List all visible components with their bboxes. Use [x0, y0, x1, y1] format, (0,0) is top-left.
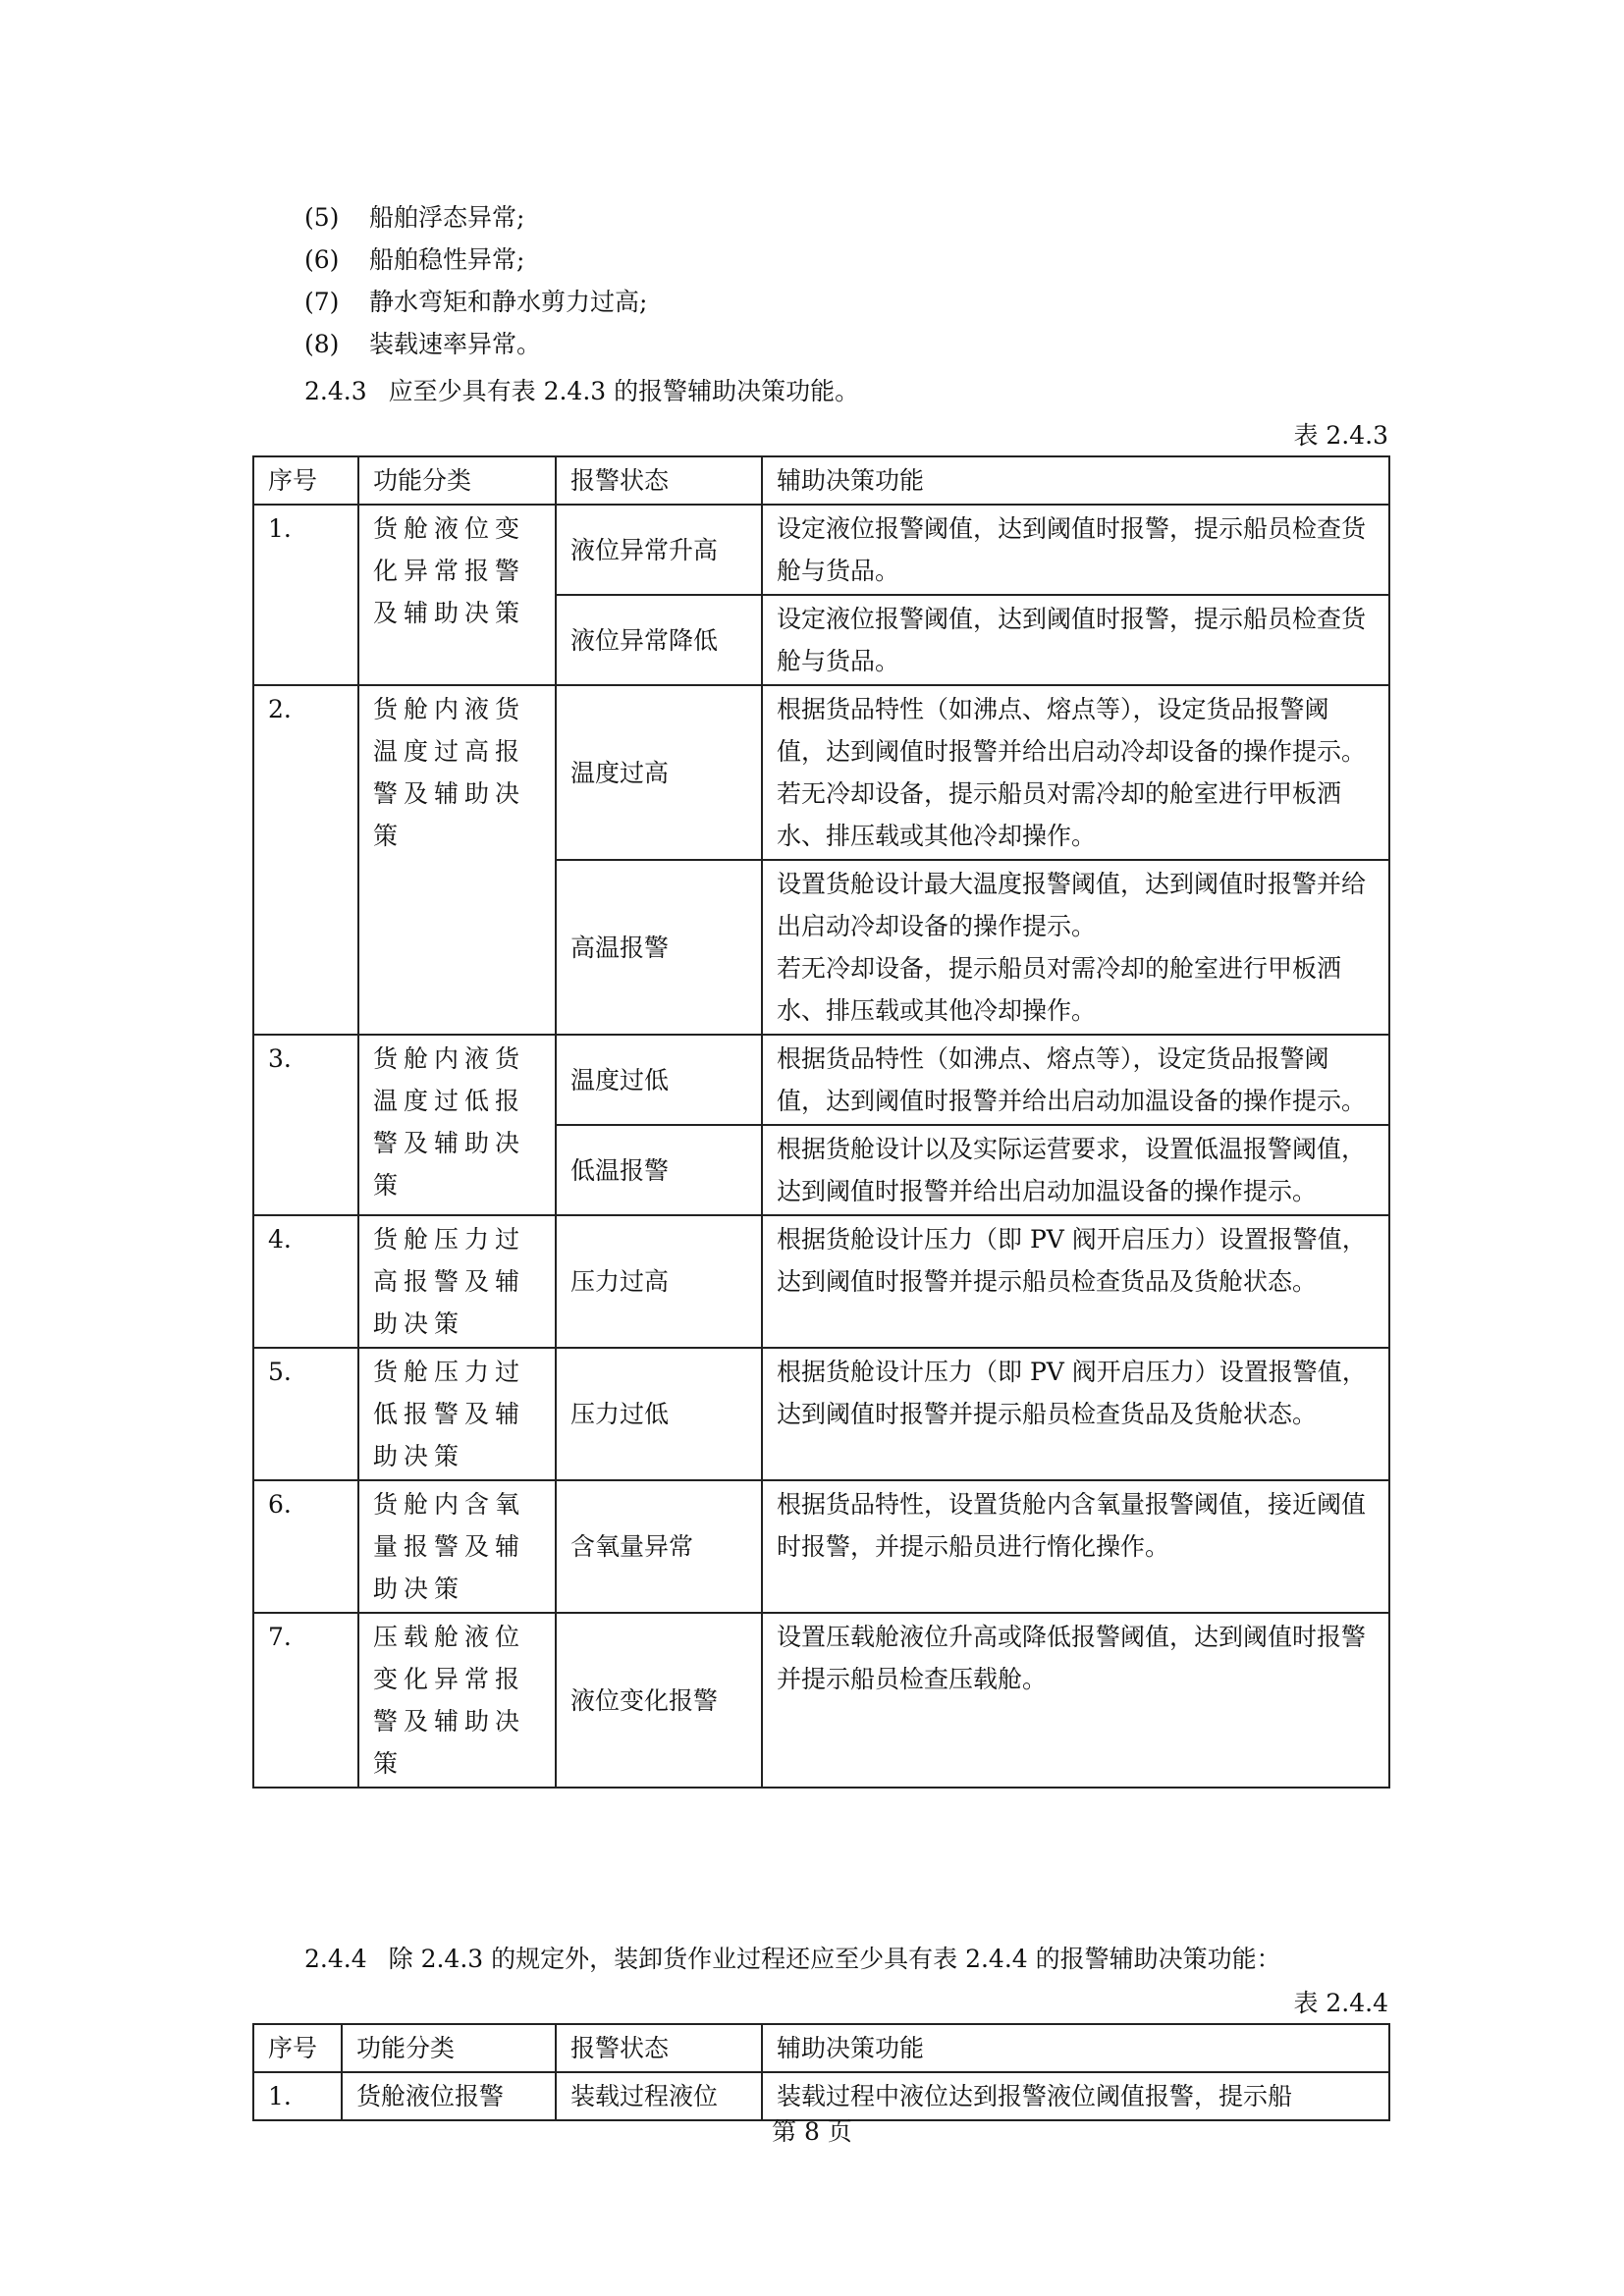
- list-item: [304, 281, 647, 323]
- list-item-text: 船舶稳性异常;: [369, 245, 525, 274]
- table-caption: 表 2.4.3: [1293, 421, 1388, 450]
- category-cell: 货舱液位报警: [342, 2072, 556, 2120]
- clause-2-4-4: [304, 1940, 1281, 1975]
- table-row: [253, 1035, 1389, 1125]
- alarm-state-cell: 压力过高: [556, 1215, 762, 1348]
- list-item-text: 船舶浮态异常;: [369, 203, 525, 232]
- table-header-row: [253, 2024, 1389, 2072]
- category-cell: 货舱内含氧量报警及辅助决策: [358, 1480, 556, 1613]
- list-item-number: (6): [304, 245, 340, 274]
- decision-text: 根据货舱设计压力（即 PV 阀开启压力）设置报警值，达到阈值时报警并提示船员检查货品及货舱状态。: [777, 1358, 1367, 1428]
- alarm-state-cell: 高温报警: [556, 860, 762, 1035]
- alarm-state-cell: 温度过高: [556, 685, 762, 860]
- decision-cell: [762, 1215, 1389, 1348]
- decision-text: 根据货品特性，设置货舱内含氧量报警阈值，接近阈值时报警，并提示船员进行惰化操作。: [777, 1490, 1367, 1561]
- decision-text: 根据货品特性（如沸点、熔点等），设定货品报警阈值，达到阈值时报警并给出启动冷却设备的操作提示。: [777, 695, 1367, 766]
- seq-cell: 1.: [253, 505, 358, 685]
- alarm-state-cell: 液位异常降低: [556, 595, 762, 685]
- list-item: [304, 196, 647, 239]
- decision-cell: [762, 1035, 1389, 1125]
- category-cell: 货舱液位变化异常报警及辅助决策: [358, 505, 556, 685]
- header-seq: 序号: [253, 2024, 342, 2072]
- decision-text: 设定液位报警阈值，达到阈值时报警，提示船员检查货舱与货品。: [777, 514, 1367, 585]
- clause-number: 2.4.4: [304, 1945, 367, 1973]
- decision-cell: [762, 505, 1389, 595]
- clause-text: 除 2.4.3 的规定外，装卸货作业过程还应至少具有表 2.4.4 的报警辅助决策功能：: [388, 1945, 1281, 1973]
- alarm-state-cell: 温度过低: [556, 1035, 762, 1125]
- header-alarm-state: 报警状态: [556, 2024, 762, 2072]
- list-item: [304, 239, 647, 281]
- list-item: [304, 323, 647, 365]
- alarm-decision-table-2-4-3: [252, 455, 1390, 1789]
- decision-text: 设置压载舱液位升高或降低报警阈值，达到阈值时报警并提示船员检查压载舱。: [777, 1623, 1367, 1693]
- decision-cell: 装载过程中液位达到报警液位阈值报警，提示船: [762, 2072, 1389, 2120]
- list-item-text: 装载速率异常。: [369, 330, 542, 358]
- header-category: 功能分类: [342, 2024, 556, 2072]
- decision-cell: [762, 595, 1389, 685]
- list: [304, 196, 647, 365]
- header-category: 功能分类: [358, 456, 556, 505]
- seq-cell: 1.: [253, 2072, 342, 2120]
- clause-number: 2.4.3: [304, 377, 367, 405]
- alarm-state-cell: 液位异常升高: [556, 505, 762, 595]
- table-row: [253, 505, 1389, 595]
- category-cell: 货舱压力过高报警及辅助决策: [358, 1215, 556, 1348]
- seq-cell: 3.: [253, 1035, 358, 1215]
- table-row: [253, 1348, 1389, 1480]
- decision-text: 根据货品特性（如沸点、熔点等），设定货品报警阈值，达到阈值时报警并给出启动加温设备的操作提示。: [777, 1044, 1367, 1115]
- seq-cell: 6.: [253, 1480, 358, 1613]
- header-decision: 辅助决策功能: [762, 456, 1389, 505]
- alarm-state-cell: 装载过程液位: [556, 2072, 762, 2120]
- seq-cell: 5.: [253, 1348, 358, 1480]
- page-number: 第 8 页: [772, 2117, 852, 2146]
- category-cell: 货舱压力过低报警及辅助决策: [358, 1348, 556, 1480]
- alarm-state-cell: 含氧量异常: [556, 1480, 762, 1613]
- decision-text: 若无冷却设备，提示船员对需冷却的舱室进行甲板洒水、排压载或其他冷却操作。: [777, 779, 1342, 850]
- alarm-state-cell: 低温报警: [556, 1125, 762, 1215]
- decision-cell: [762, 1125, 1389, 1215]
- decision-cell: [762, 685, 1389, 860]
- decision-text: 根据货舱设计压力（即 PV 阀开启压力）设置报警值，达到阈值时报警并提示船员检查货品及货舱状态。: [777, 1225, 1367, 1296]
- list-item-text: 静水弯矩和静水剪力过高;: [369, 288, 648, 316]
- clause-text: 应至少具有表 2.4.3 的报警辅助决策功能。: [388, 377, 860, 405]
- decision-cell: [762, 1480, 1389, 1613]
- alarm-state-cell: 液位变化报警: [556, 1613, 762, 1788]
- alarm-state-cell: 压力过低: [556, 1348, 762, 1480]
- category-cell: 货舱内液货温度过高报警及辅助决策: [358, 685, 556, 1035]
- seq-cell: 4.: [253, 1215, 358, 1348]
- seq-cell: 2.: [253, 685, 358, 1035]
- header-alarm-state: 报警状态: [556, 456, 762, 505]
- table-caption: 表 2.4.4: [1293, 1989, 1388, 2017]
- list-item-number: (5): [304, 203, 340, 232]
- header-decision: 辅助决策功能: [762, 2024, 1389, 2072]
- decision-text: 根据货舱设计以及实际运营要求，设置低温报警阈值，达到阈值时报警并给出启动加温设备的操作提示。: [777, 1135, 1367, 1205]
- decision-text: 设置货舱设计最大温度报警阈值，达到阈值时报警并给出启动冷却设备的操作提示。: [777, 870, 1367, 940]
- category-cell: 货舱内液货温度过低报警及辅助决策: [358, 1035, 556, 1215]
- list-item-number: (7): [304, 288, 340, 316]
- list-item-number: (8): [304, 330, 340, 358]
- category-cell: 压载舱液位变化异常报警及辅助决策: [358, 1613, 556, 1788]
- header-seq: 序号: [253, 456, 358, 505]
- table-row: [253, 1613, 1389, 1788]
- decision-text: 若无冷却设备，提示船员对需冷却的舱室进行甲板洒水、排压载或其他冷却操作。: [777, 954, 1342, 1025]
- table-row: [253, 685, 1389, 860]
- table-row: [253, 1480, 1389, 1613]
- seq-cell: 7.: [253, 1613, 358, 1788]
- decision-text: 设定液位报警阈值，达到阈值时报警，提示船员检查货舱与货品。: [777, 605, 1367, 675]
- decision-cell: [762, 860, 1389, 1035]
- decision-cell: [762, 1613, 1389, 1788]
- alarm-decision-table-2-4-4: [252, 2023, 1390, 2121]
- clause-2-4-3: [304, 372, 859, 407]
- table-row: [253, 1215, 1389, 1348]
- decision-cell: [762, 1348, 1389, 1480]
- table-header-row: [253, 456, 1389, 505]
